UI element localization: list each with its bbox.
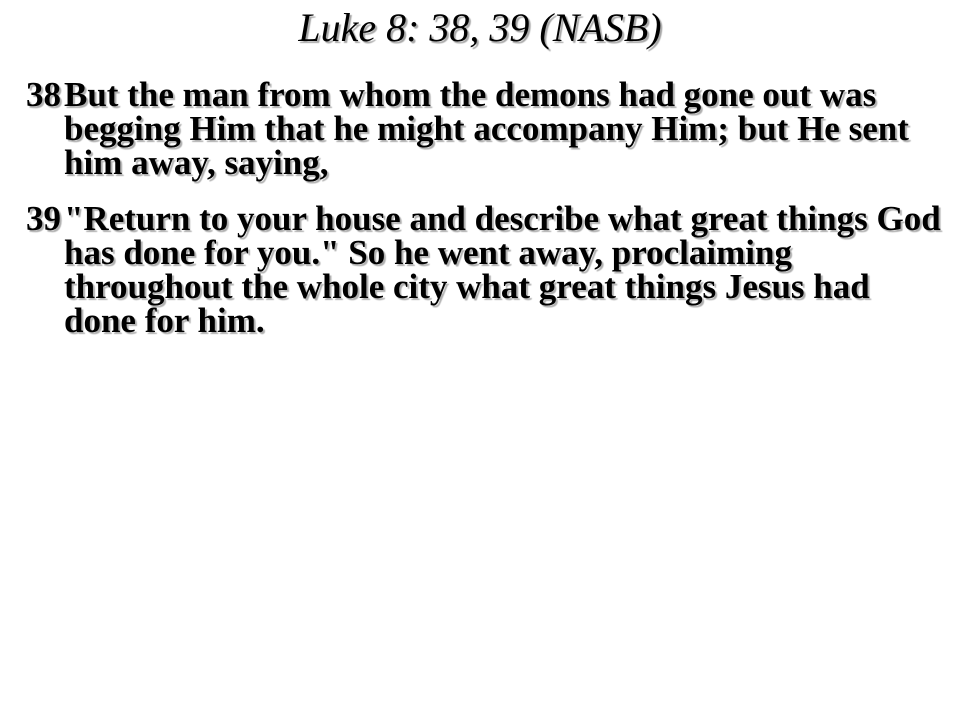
verse-text: But the man from whom the demons had gone out was begging Him that he might accompany Him; but He sent him away, saying, [64,75,909,182]
verse-list [26,75,941,360]
verse-39 [26,199,941,340]
slide-title: Luke 8: 38, 39 (NASB) [298,5,662,50]
verse-38 [26,75,941,182]
verse-text: "Return to your house and describe what great things God has done for you." So he went away, proclaiming throughout the whole city what great things Jesus had done for him. [64,199,941,340]
verse-number: 39 [26,199,61,238]
verse-number: 38 [26,75,61,114]
